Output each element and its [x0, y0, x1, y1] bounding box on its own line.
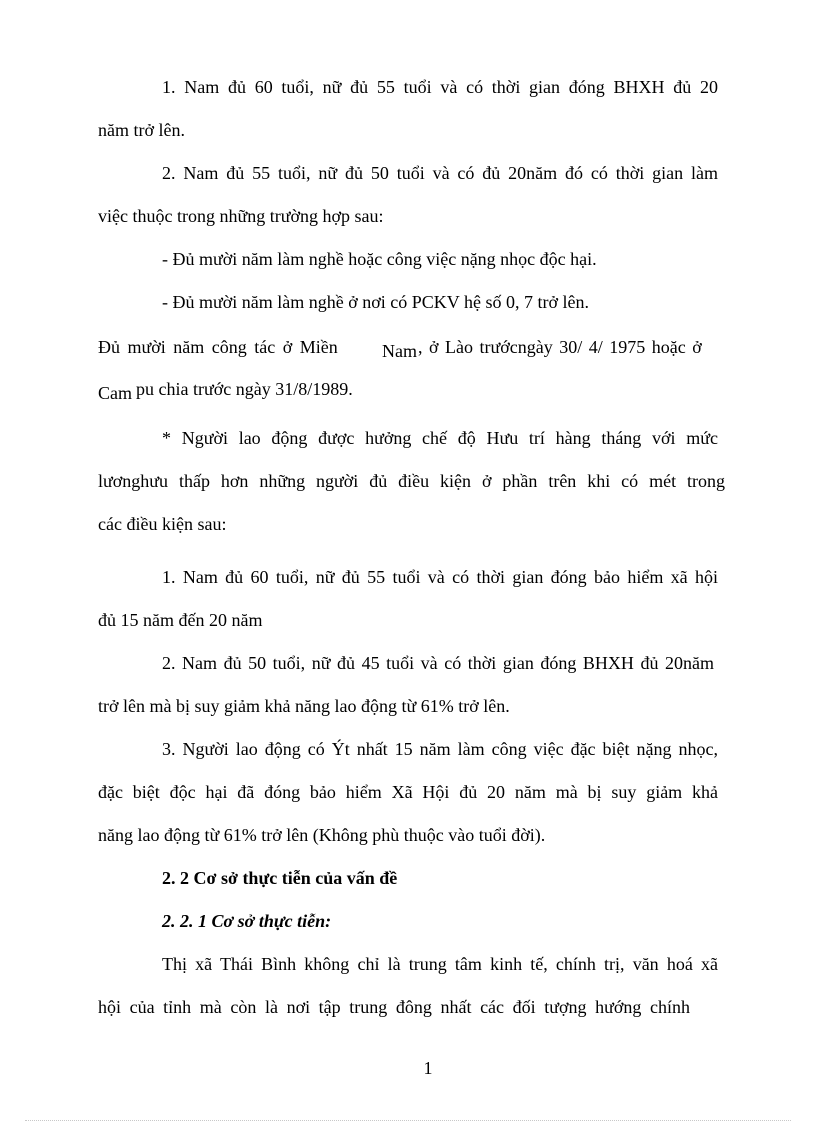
text-line: 2. Nam đủ 50 tuổi, nữ đủ 45 tuổi và có thời gian đóng BHXH đủ 20năm — [162, 653, 714, 673]
text-line: pu chia trước ngày 31/8/1989. — [136, 379, 353, 399]
text-line: * Người lao động được hưởng chế độ Hưu trí hàng tháng với mức — [162, 428, 718, 448]
text-line: lươnghưu thấp hơn những người đủ điều kiện ở phần trên khi có mét trong — [98, 471, 725, 491]
text-line: hội của tỉnh mà còn là nơi tập trung đông nhất các đối tượng hướng chính — [98, 997, 690, 1017]
text-fragment: Nam — [382, 341, 417, 361]
text-line: 2. Nam đủ 55 tuổi, nữ đủ 50 tuổi và có đủ 20năm đó có thời gian làm — [162, 163, 718, 183]
text-line: năng lao động từ 61% trở lên (Không phù thuộc vào tuổi đời). — [98, 825, 546, 845]
text-line: năm trở lên. — [98, 120, 185, 140]
text-line: đủ 15 năm đến 20 năm — [98, 610, 263, 630]
page-bottom-rule — [25, 1120, 791, 1121]
text-line: , ở Lào trướcngày 30/ 4/ 1975 hoặc ở — [418, 337, 702, 357]
text-line: 1. Nam đủ 60 tuổi, nữ đủ 55 tuổi và có thời gian đóng BHXH đủ 20 — [162, 77, 718, 97]
page-number: 1 — [423, 1058, 433, 1078]
text-line: việc thuộc trong những trường hợp sau: — [98, 206, 384, 226]
text-line: trở lên mà bị suy giảm khả năng lao động từ 61% trở lên. — [98, 696, 510, 716]
text-line: - Đủ mười năm làm nghề ở nơi có PCKV hệ số 0, 7 trở lên. — [162, 292, 589, 312]
text-line: Thị xã Thái Bình không chỉ là trung tâm kinh tế, chính trị, văn hoá xã — [162, 954, 718, 974]
section-heading: 2. 2 Cơ sở thực tiễn của vấn đề — [162, 868, 398, 888]
text-fragment: Cam — [98, 383, 132, 403]
text-line: Đủ mười năm công tác ở Miền — [98, 337, 338, 357]
text-line: 3. Người lao động có Ýt nhất 15 năm làm công việc đặc biệt nặng nhọc, — [162, 739, 718, 759]
text-line: - Đủ mười năm làm nghề hoặc công việc nặng nhọc độc hại. — [162, 249, 597, 269]
text-line: các điều kiện sau: — [98, 514, 227, 534]
subsection-heading: 2. 2. 1 Cơ sở thực tiễn: — [162, 911, 332, 931]
text-line: 1. Nam đủ 60 tuổi, nữ đủ 55 tuổi và có thời gian đóng bảo hiểm xã hội — [162, 567, 718, 587]
text-line: đặc biệt độc hại đã đóng bảo hiểm Xã Hội đủ 20 năm mà bị suy giảm khả — [98, 782, 718, 802]
